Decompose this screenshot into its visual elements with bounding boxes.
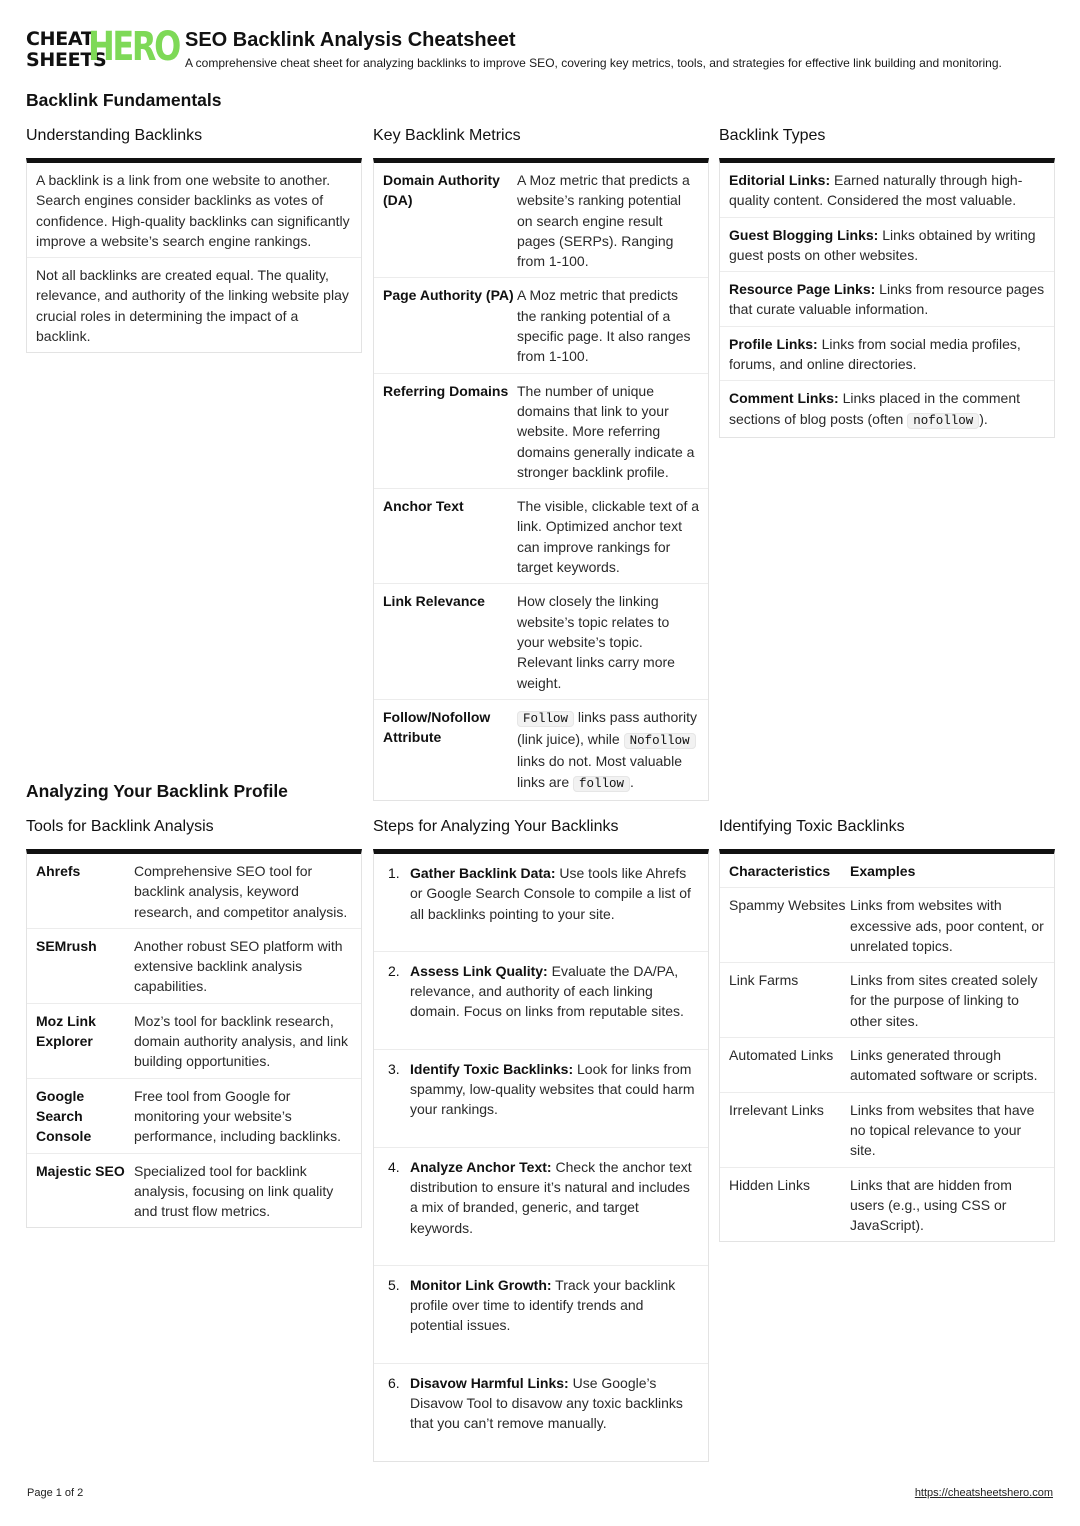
type-text: Links from social media profiles, forums, and online directories.: [729, 335, 1021, 373]
page-subtitle: A comprehensive cheat sheet for analyzing backlinks to improve SEO, covering key metrics, tools, and strategies for effective link building and monitoring.: [185, 56, 1002, 70]
step-body: Check the anchor text distribution to ensure it’s natural and includes a mix of branded, generic, and target keywords.: [410, 1158, 692, 1236]
list-item: [374, 854, 708, 952]
tool-name: Ahrefs: [36, 863, 81, 879]
type-text: Links obtained by writing guest posts on other websites.: [729, 226, 1036, 263]
list-item: [720, 218, 1054, 273]
code-follow: Follow: [517, 711, 574, 727]
toxic-example: Links from sites created solely for the purpose of linking to other sites.: [850, 972, 1038, 1029]
table-row: [27, 854, 361, 929]
toxic-example: Links that are hidden from users (e.g., using CSS or JavaScript).: [850, 1176, 1012, 1234]
tools-table: [26, 849, 362, 1228]
toxic-backlinks-title: Identifying Toxic Backlinks: [719, 818, 905, 835]
tool-desc: Another robust SEO platform with extensive backlink analysis capabilities.: [134, 937, 343, 995]
list-item: [720, 381, 1054, 437]
tool-name: Majestic SEO: [36, 1162, 125, 1179]
table-row: [27, 929, 361, 1004]
table-row: [374, 584, 708, 699]
step-number: 5.: [388, 1276, 400, 1293]
step-text: [410, 961, 700, 1022]
step-body: Use Google’s Disavow Tool to disavow any toxic backlinks that you can’t remove manually.: [410, 1374, 683, 1432]
understanding-backlinks-block: [26, 125, 362, 353]
toxic-characteristic: Hidden Links: [729, 1176, 810, 1193]
type-label: Resource Page Links:: [729, 281, 876, 298]
code-nofollow: Nofollow: [624, 733, 696, 749]
metric-term: Anchor Text: [383, 498, 464, 515]
type-text: Links from resource pages that curate valuable information.: [729, 281, 1045, 318]
type-label: Profile Links:: [729, 335, 818, 352]
table-row: [27, 1079, 361, 1154]
step-number: 6.: [388, 1374, 400, 1391]
code-follow-lower: follow: [573, 776, 630, 792]
toxic-characteristic: Irrelevant Links: [729, 1101, 824, 1118]
metric-desc: The number of unique domains that link to your website. More referring domains generally indicate a stronger backlink profile.: [517, 382, 695, 480]
type-text-after: ).: [979, 410, 988, 427]
cheatsheetshero-logo[interactable]: [26, 24, 179, 72]
toxic-example: Links from websites with excessive ads, poor content, or unrelated topics.: [850, 897, 1044, 954]
step-label: Monitor Link Growth:: [410, 1276, 552, 1293]
step-number: 3.: [388, 1060, 400, 1077]
metric-term: Follow/Nofollow Attribute: [383, 708, 491, 746]
metric-term: Link Relevance: [383, 593, 485, 610]
metric-desc: How closely the linking website’s topic relates to your website’s topic. Relevant links carry more weight.: [517, 593, 675, 691]
tools-title: Tools for Backlink Analysis: [26, 818, 214, 835]
desc-part: links pass authority (link juice), while: [517, 708, 697, 748]
step-label: Analyze Anchor Text:: [410, 1158, 552, 1175]
table-header-row: [720, 854, 1054, 888]
type-label: Guest Blogging Links:: [729, 226, 879, 243]
tool-desc: Moz’s tool for backlink research, domain authority analysis, and link building opportunities.: [134, 1012, 349, 1070]
list-item: [374, 952, 708, 1050]
metric-term: Referring Domains: [383, 382, 509, 399]
table-row: [720, 888, 1054, 963]
step-label: Gather Backlink Data:: [410, 865, 556, 881]
logo-text-hero: HERO: [88, 24, 179, 70]
metric-desc: The visible, clickable text of a link. Optimized anchor text can improve rankings for target keywords.: [517, 498, 700, 576]
step-text: [410, 1275, 700, 1336]
table-row: [720, 1093, 1054, 1168]
list-item: [720, 163, 1054, 218]
backlink-types-block: [719, 125, 1055, 438]
metric-desc: A Moz metric that predicts a website’s ranking potential on search engine result pages (SERPs). Ranging from 1-100.: [517, 172, 690, 270]
site-link[interactable]: https://cheatsheetshero.com: [914, 1487, 1053, 1499]
tool-name: SEMrush: [36, 937, 97, 954]
type-text: Earned naturally through high-quality content. Considered the most valuable.: [729, 172, 1023, 209]
tool-name: Google Search Console: [36, 1087, 92, 1145]
page-header: [26, 24, 1056, 72]
list-item: [720, 272, 1054, 327]
code-nofollow: nofollow: [907, 413, 979, 429]
key-metrics-block: [373, 125, 709, 801]
type-label: Editorial Links:: [729, 172, 831, 188]
section-title-analyzing: Analyzing Your Backlink Profile: [26, 781, 288, 801]
steps-list: [373, 849, 709, 1462]
table-row: [374, 489, 708, 584]
step-body: Evaluate the DA/PA, relevance, and authority of each linking domain. Focus on links from reputable sites.: [410, 962, 684, 1020]
step-label: Assess Link Quality:: [410, 962, 548, 979]
step-label: Identify Toxic Backlinks:: [410, 1060, 574, 1077]
backlink-types-title: Backlink Types: [719, 127, 826, 144]
table-row: [374, 163, 708, 278]
tools-block: [26, 816, 362, 1228]
table-row: [720, 1038, 1054, 1093]
step-text: [410, 1059, 700, 1120]
step-number: 4.: [388, 1158, 400, 1175]
toxic-example: Links from websites that have no topical relevance to your site.: [850, 1101, 1035, 1159]
steps-title: Steps for Analyzing Your Backlinks: [373, 818, 619, 835]
list-item: [374, 1050, 708, 1148]
metric-term: Page Authority (PA): [383, 287, 514, 304]
desc-part: .: [630, 773, 634, 790]
table-row: [374, 700, 708, 800]
step-number: 2.: [388, 962, 400, 979]
metric-desc: A Moz metric that predicts the ranking potential of a specific page. It also ranges from 1-100.: [517, 287, 691, 365]
table-row: [27, 1154, 361, 1228]
toxic-characteristic: Automated Links: [729, 1047, 834, 1064]
table-row: [27, 1004, 361, 1079]
table-row: [720, 1168, 1054, 1242]
backlink-types-card: [719, 158, 1055, 438]
step-text: [410, 863, 700, 924]
metric-term: Domain Authority (DA): [383, 172, 500, 209]
logo-text-sheets: SHEETS: [26, 49, 107, 71]
tool-desc: Specialized tool for backlink analysis, focusing on link quality and trust flow metrics.: [134, 1162, 334, 1220]
understanding-backlinks-title: Understanding Backlinks: [26, 127, 203, 144]
list-item: [374, 1148, 708, 1266]
key-metrics-title: Key Backlink Metrics: [373, 127, 521, 144]
column-header: Characteristics: [729, 863, 831, 879]
steps-block: [373, 816, 709, 1462]
tool-name: Moz Link Explorer: [36, 1012, 96, 1050]
paragraph: Not all backlinks are created equal. The quality, relevance, and authority of the linking website play crucial roles in determining the impact of a backlink.: [36, 267, 349, 345]
toxic-backlinks-block: [719, 816, 1055, 1242]
toxic-backlinks-table: [719, 849, 1055, 1242]
paragraph: A backlink is a link from one website to another. Search engines consider backlinks as votes of confidence. High-quality backlinks can significantly improve a website’s search engine rankings.: [27, 163, 361, 258]
step-text: [410, 1157, 700, 1238]
list-item: [720, 327, 1054, 382]
step-text: [410, 1373, 700, 1434]
list-item: [374, 1364, 708, 1461]
tool-desc: Comprehensive SEO tool for backlink analysis, keyword research, and competitor analysis.: [134, 863, 348, 920]
type-label: Comment Links:: [729, 390, 839, 407]
understanding-backlinks-card: [26, 158, 362, 353]
step-body: Track your backlink profile over time to identify trends and potential issues.: [410, 1276, 676, 1334]
toxic-characteristic: Link Farms: [729, 972, 799, 989]
toxic-characteristic: Spammy Websites: [729, 897, 846, 914]
table-row: [374, 278, 708, 373]
toxic-example: Links generated through automated software or scripts.: [850, 1047, 1038, 1084]
column-header: Examples: [850, 863, 916, 879]
list-item: [374, 1266, 708, 1364]
step-body: Use tools like Ahrefs or Google Search Console to compile a list of all backlinks pointing to your site.: [410, 865, 691, 922]
page-title: SEO Backlink Analysis Cheatsheet: [185, 29, 516, 51]
page-number: Page 1 of 2: [27, 1487, 84, 1499]
desc-part: links do not. Most valuable links are: [517, 753, 682, 790]
table-row: [374, 374, 708, 489]
step-label: Disavow Harmful Links:: [410, 1374, 569, 1391]
tool-desc: Free tool from Google for monitoring your website’s performance, including backlinks.: [134, 1087, 341, 1145]
table-row: [720, 963, 1054, 1038]
key-metrics-table: [373, 158, 709, 801]
step-body: Look for links from spammy, low-quality websites that could harm your rankings.: [410, 1060, 695, 1118]
logo-text-cheat: CHEAT: [26, 28, 94, 50]
metric-desc: [517, 707, 700, 794]
type-text: Links placed in the comment sections of blog posts (often: [729, 390, 1021, 427]
step-number: 1.: [388, 865, 400, 881]
section-title-fundamentals: Backlink Fundamentals: [26, 90, 222, 110]
